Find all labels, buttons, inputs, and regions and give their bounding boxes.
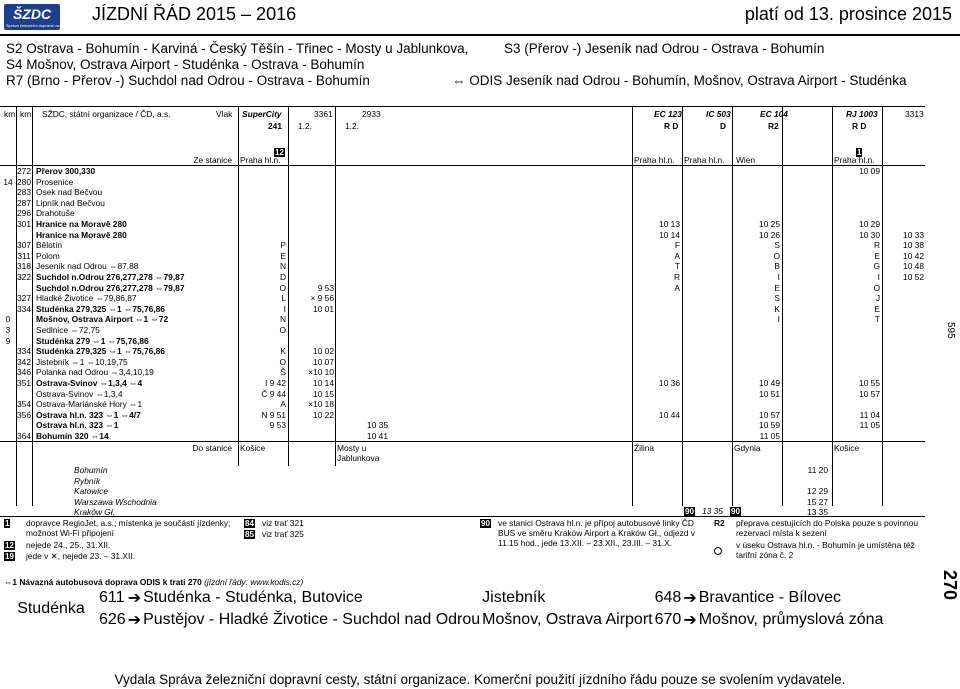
from-station-label: Ze stanice <box>193 155 232 165</box>
row-time: F <box>674 240 680 251</box>
row-time: 10 29 <box>859 219 880 229</box>
train-sub-2933: 1.2. <box>345 121 359 131</box>
bus-stop: Mošnov, Ostrava Airport <box>482 611 653 628</box>
from-station-4: Wien <box>736 155 756 165</box>
train-3313: 3313 <box>905 109 924 119</box>
row-time: I <box>877 272 880 282</box>
from-station-3: Praha hl.n. <box>684 155 725 165</box>
to-station-1: Košice <box>240 443 266 453</box>
from-station-5: Praha hl.n. <box>834 155 875 165</box>
extra-station-name: Kraków Gł. <box>74 507 115 517</box>
row-km2: 9 <box>5 335 11 346</box>
row-km1: 342 <box>17 356 31 367</box>
row-time: 10 52 <box>903 272 924 282</box>
row-km2: 3 <box>5 325 11 335</box>
row-time: R <box>673 272 680 282</box>
row-station-name: Polanka nad Odrou ⇔3,4,10,19 <box>36 367 154 378</box>
bus-row <box>4 587 884 609</box>
train-rj1003: RJ 1003 <box>846 109 878 119</box>
note-1-badge: 1 <box>5 519 10 528</box>
note-85-badge: 85 <box>245 530 254 539</box>
train-2933: 2933 <box>362 109 381 119</box>
row-station-name: Hranice na Moravě 280 <box>36 219 127 229</box>
row-time: 10 25 <box>759 219 780 229</box>
grid-line <box>732 106 733 506</box>
note-19-badge: 19 <box>5 552 14 561</box>
row-km1: 354 <box>17 399 31 410</box>
to-station-5: Košice <box>834 443 860 453</box>
bus-table <box>4 587 884 631</box>
row-station-name: Studénka 279 ⇔1 ⇔75,76,86 <box>36 335 149 346</box>
row-time: 10 38 <box>903 240 924 251</box>
row-km1: 296 <box>17 208 31 219</box>
train-sub-rj1003: R D <box>852 121 867 131</box>
row-time: N 9 51 <box>261 409 286 420</box>
note-12-badge: 12 <box>5 541 14 550</box>
row-station-name: Hranice na Moravě 280 <box>36 229 127 240</box>
row-time: O <box>873 282 880 293</box>
route-s4: S4 Mošnov, Ostrava Airport - Studénka - Ostrava - Bohumín <box>6 57 365 72</box>
km-col-2: km <box>20 109 32 119</box>
grid-line <box>782 106 783 506</box>
grid-line <box>832 106 833 506</box>
row-time: 9 53 <box>317 282 334 293</box>
row-time: A <box>674 282 680 293</box>
bus-route: Bravantice - Bílovec <box>698 589 841 606</box>
bus-route: Pustějov - Hladké Životice - Suchdol nad Odrou <box>143 611 481 628</box>
row-time: 10 07 <box>313 356 334 367</box>
arrow-icon: ➔ <box>127 612 142 629</box>
row-km1: 272 <box>17 166 31 176</box>
bus-row <box>4 609 884 631</box>
bus-title: ⇔1 Návazná autobusová doprava ODIS k trati 270 (jízdní řády: www.kodis.cz) <box>4 577 304 587</box>
row-station-name: Sedlnice ⇔72,75 <box>36 325 100 335</box>
row-km2: 14 <box>3 176 13 187</box>
row-time: Č 9 44 <box>261 388 286 399</box>
grid-line <box>335 106 336 466</box>
row-station-name: Suchdol n.Odrou 276,277,278 ⇔79,87 <box>36 282 185 293</box>
grid-line <box>682 106 683 506</box>
row-km1: 351 <box>17 378 31 388</box>
row-time: 10 35 <box>367 420 388 431</box>
row-km2: 0 <box>5 314 11 325</box>
row-station-name: Ostrava hl.n. 323 ⇔1 ⇔4/7 <box>36 409 141 420</box>
row-station-name: Bohumín 320 ⇔14 <box>36 431 109 441</box>
arrow-icon: ➔ <box>683 612 697 629</box>
badge-90: 90 <box>685 507 694 516</box>
extra-station-name: Warszawa Wschodnia <box>74 496 157 507</box>
validity-date: platí od 13. prosince 2015 <box>744 4 952 24</box>
row-time: 10 36 <box>659 378 680 388</box>
extra-station-name: Bohumín <box>74 465 108 475</box>
row-time: ×10 10 <box>308 367 334 378</box>
badge-12: 12 <box>275 148 284 157</box>
train-sub-241: 241 <box>268 121 282 131</box>
row-time: 10 15 <box>313 388 334 399</box>
row-time: 10 26 <box>759 229 780 240</box>
from-station-2: Praha hl.n. <box>634 155 675 165</box>
row-time: 9 53 <box>269 420 286 431</box>
bus-route: Mošnov, průmyslová zóna <box>698 611 884 628</box>
row-time: 11 05 <box>859 420 880 431</box>
krakow-time-left: 13 35 <box>702 506 723 516</box>
row-time: 11 05 <box>759 431 780 441</box>
row-time: 10 57 <box>859 388 880 399</box>
row-km1: 287 <box>17 197 31 208</box>
row-time: S <box>774 293 780 304</box>
row-time: 10 55 <box>859 378 880 388</box>
train-sub-3361: 1.2. <box>298 121 312 131</box>
to-station-2: Mosty u Jablunkova <box>337 443 380 463</box>
row-km1: 307 <box>17 240 31 251</box>
train-sub-ec104: R2 <box>768 121 779 131</box>
row-time: D <box>279 272 286 282</box>
row-time: O <box>773 250 780 261</box>
row-km1: 318 <box>17 261 31 272</box>
extra-station-time: 12 29 <box>807 486 828 496</box>
row-station-name: Jistebník ⇔1 ⇔10,19,75 <box>36 356 128 367</box>
circle-icon <box>714 542 722 560</box>
row-time: A <box>674 250 680 261</box>
arrow-icon: ➔ <box>127 590 142 607</box>
row-station-name: Polom <box>36 250 60 261</box>
row-time: 10 22 <box>313 409 334 420</box>
table-top-line <box>0 106 925 107</box>
extra-station-name: Katowice <box>74 486 108 496</box>
train-sub-ec123: R D <box>664 121 679 131</box>
row-station-name: Ostrava-Mariánské Hory ⇔1 <box>36 399 143 410</box>
row-station-name: Lipník nad Bečvou <box>36 197 105 208</box>
row-time: 10 57 <box>759 409 780 420</box>
grid-line <box>288 106 289 466</box>
row-time: K <box>280 346 286 357</box>
train-3361: 3361 <box>314 109 333 119</box>
train-supercity: SuperCity <box>242 109 282 119</box>
row-station-name: Suchdol n.Odrou 276,277,278 ⇔79,87 <box>36 272 185 282</box>
row-station-name: Ostrava-Svinov ⇔1,3,4 <box>36 388 123 399</box>
row-station-name: Mošnov, Ostrava Airport ⇔1 ⇔72 <box>36 314 169 325</box>
row-time: 10 51 <box>759 388 780 399</box>
route-s2: S2 Ostrava - Bohumín - Karviná - Český Těšín - Třinec - Mosty u Jablunkova, <box>6 41 469 56</box>
row-time: S <box>774 240 780 251</box>
row-time: E <box>280 250 286 261</box>
route-odis: ⇔ ODIS Jeseník nad Odrou - Bohumín, Mošnov, Ostrava Airport - Studénka <box>452 73 907 88</box>
train-ic503: IC 503 <box>706 109 731 119</box>
row-time: B <box>774 261 780 272</box>
header-divider <box>0 34 960 36</box>
train-ec123: EC 123 <box>654 109 682 119</box>
operator-label: SŽDC, státní organizace / ČD, a.s. <box>42 109 171 119</box>
bus-line: 670 <box>654 611 682 628</box>
row-time: 10 49 <box>759 378 780 388</box>
row-km1: 346 <box>17 367 31 378</box>
note-84: viz trať 321 <box>262 518 304 528</box>
row-station-name: Studénka 279,325 ⇔1 ⇔75,76,86 <box>36 346 165 357</box>
row-time: 10 02 <box>313 346 334 357</box>
grid-line <box>632 106 633 506</box>
train-sub-ic503: D <box>720 121 727 131</box>
to-station-4: Gdynia <box>734 443 761 453</box>
row-station-name: Prosenice <box>36 176 74 187</box>
route-s3: S3 (Přerov -) Jeseník nad Odrou - Ostrava - Bohumín <box>504 41 825 56</box>
to-station-label: Do stanice <box>192 443 232 453</box>
row-time: I <box>777 272 780 282</box>
note-r2-badge: R2 <box>714 518 725 528</box>
row-time: I 9 42 <box>265 378 286 388</box>
bus-station: Studénka <box>17 600 85 617</box>
row-station-name: Ostrava hl.n. 323 ⇔1 <box>36 420 119 431</box>
note-84-badge: 84 <box>245 519 254 528</box>
row-station-name: Osek nad Bečvou <box>36 187 103 198</box>
extra-station-name: Rybník <box>74 475 101 486</box>
page-number: 595 <box>945 322 956 339</box>
row-time: K <box>774 303 780 314</box>
row-time: G <box>873 261 880 272</box>
row-time: T <box>874 314 880 325</box>
row-time: 10 48 <box>903 261 924 272</box>
note-90: ve stanici Ostrava hl.n. je přípoj autobusové linky ČD BUS ve směru Kraków Airport a Kraków Gł., odjezd v 11.15 hod., jede 13.XII. – 23.XII., 23.III. – 31.X. <box>498 518 695 548</box>
row-km1: 280 <box>17 176 31 187</box>
footer-text: Vydala Správa železniční dopravní cesty, státní organizace. Komerční použití jízdního řádu pouze se svolením vydavatele. <box>114 672 846 687</box>
train-ec104: EC 104 <box>760 109 788 119</box>
row-time: E <box>774 282 780 293</box>
note-85: viz trať 325 <box>262 529 304 539</box>
bus-line: 611 <box>99 589 125 606</box>
row-time: O <box>279 325 286 335</box>
row-km1: 327 <box>17 293 31 304</box>
row-time: P <box>280 240 286 251</box>
row-station-name: Jeseník nad Odrou ⇔87,88 <box>36 261 139 272</box>
page-title: JÍZDNÍ ŘÁD 2015 – 2016 <box>92 4 297 24</box>
from-station-1: Praha hl.n. <box>240 155 281 165</box>
row-time: 10 41 <box>367 431 388 441</box>
extra-station-time: 15 27 <box>807 496 828 507</box>
row-time: T <box>674 261 680 272</box>
extra-station-time: 11 20 <box>807 465 828 475</box>
row-time: 10 44 <box>659 409 680 420</box>
row-time: I <box>283 303 286 314</box>
row-time: I <box>777 314 780 325</box>
row-station-name: Studénka 279,325 ⇔1 ⇔75,76,86 <box>36 303 165 314</box>
row-time: N <box>279 261 286 272</box>
badge-1: 1 <box>857 148 862 157</box>
vlak-label: Vlak <box>216 109 233 119</box>
row-km1: 334 <box>17 346 31 357</box>
row-time: 10 30 <box>859 229 880 240</box>
bus-route: Studénka - Studénka, Butovice <box>143 589 363 606</box>
rows-bottom-line <box>0 441 925 442</box>
grid-line <box>32 106 33 506</box>
row-time: 10 09 <box>859 166 880 176</box>
row-time: O <box>279 282 286 293</box>
arrow-icon: ➔ <box>683 590 697 607</box>
row-time: ×10 18 <box>308 399 334 410</box>
row-time: 10 14 <box>313 378 334 388</box>
row-km1: 334 <box>17 303 31 314</box>
row-km1: 301 <box>17 219 31 229</box>
row-time: R <box>873 240 880 251</box>
note-circle: v úseku Ostrava hl.n. - Bohumín je umístěna též tarifní zóna č. 2 <box>736 540 915 560</box>
row-time: 10 33 <box>903 229 924 240</box>
grid-line <box>238 106 239 466</box>
row-km1: 283 <box>17 187 31 198</box>
row-time: E <box>874 250 880 261</box>
note-90-badge: 90 <box>481 519 490 528</box>
note-12: nejede 24., 25., 31.XII. <box>26 540 111 550</box>
row-time: 10 42 <box>903 250 924 261</box>
note-1: dopravce RegioJet, a.s.; místenka je součástí jízdenky; možnost Wi-Fi připojení <box>26 518 231 538</box>
bus-line: 626 <box>99 611 126 628</box>
row-km1: 364 <box>17 431 31 441</box>
row-station-name: Bělotín <box>36 240 63 251</box>
note-r2: přeprava cestujících do Polska pouze s povinnou rezervací místa k sezení <box>736 518 919 538</box>
row-km1: 311 <box>17 250 31 261</box>
row-time: × 9 56 <box>310 293 334 304</box>
to-station-3: Žilina <box>634 443 655 453</box>
bus-stop: Jistebník <box>482 589 546 606</box>
row-time: L <box>281 293 286 304</box>
row-time: A <box>280 399 286 410</box>
row-time: 10 01 <box>313 303 334 314</box>
row-time: N <box>279 314 286 325</box>
row-time: 10 59 <box>759 420 780 431</box>
bus-line: 648 <box>654 589 682 606</box>
row-km1: 356 <box>17 409 31 420</box>
km-col-1: km <box>4 109 16 119</box>
row-station-name: Ostrava-Svinov ⇔1,3,4 ⇔4 <box>36 378 143 388</box>
table-number: 270 <box>940 570 960 601</box>
row-time: Š <box>280 367 286 378</box>
row-time: O <box>279 356 286 367</box>
row-time: 11 04 <box>859 409 880 420</box>
note-19: jede v ✕, nejede 23. – 31.XII. <box>26 551 135 561</box>
route-r7: R7 (Brno - Přerov -) Suchdol nad Odrou - Ostrava - Bohumín <box>6 73 370 88</box>
row-time: E <box>874 303 880 314</box>
row-station-name: Hladké Životice ⇔79,86,87 <box>36 293 137 304</box>
row-km1: 322 <box>17 272 31 282</box>
row-station-name: Drahotuše <box>36 208 75 219</box>
row-time: J <box>875 293 880 304</box>
row-time: 10 13 <box>659 219 680 229</box>
extra-station-time: 13 35 <box>807 507 828 517</box>
row-station-name: Přerov 300,330 <box>36 166 96 176</box>
szdc-logo: ŠZDC Správa železniční dopravní cesty <box>6 6 65 28</box>
badge-90b: 90 <box>731 507 740 516</box>
notes-top-line <box>0 516 925 517</box>
row-time: 10 14 <box>659 229 680 240</box>
grid-line <box>882 106 883 506</box>
